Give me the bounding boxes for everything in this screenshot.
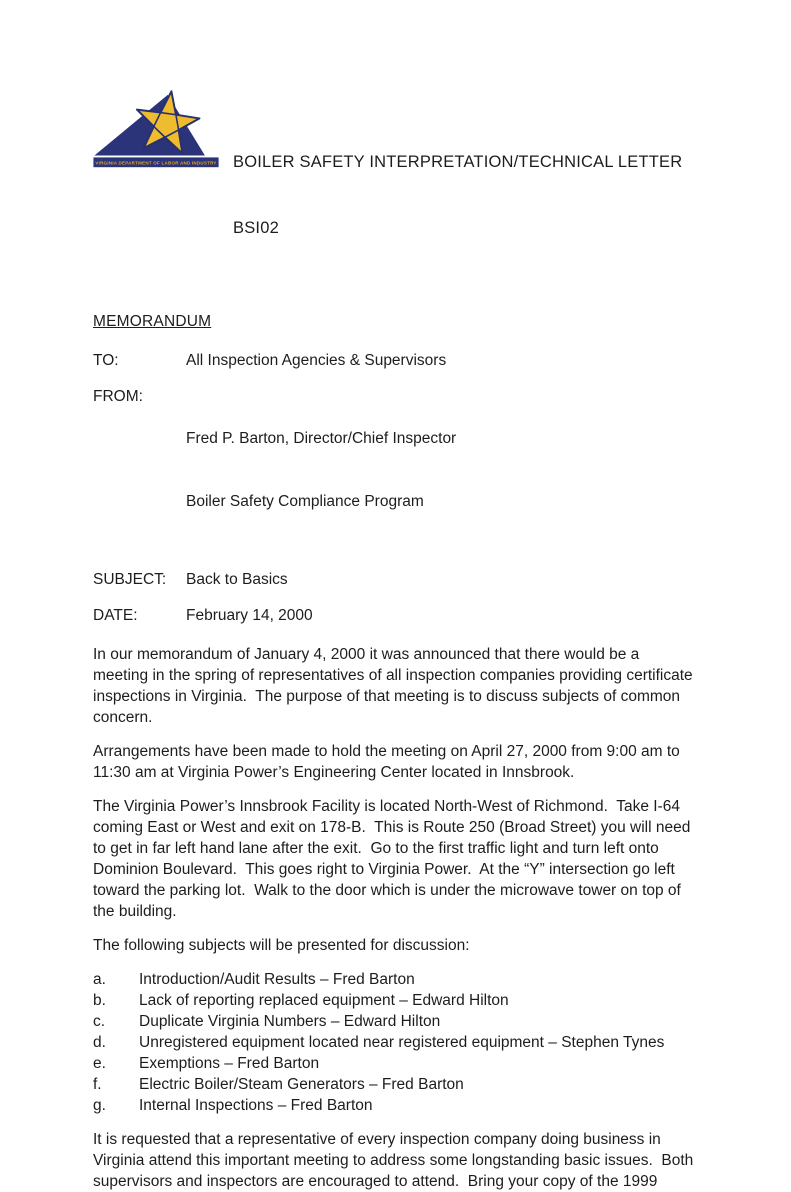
memo-field-subject [93, 569, 697, 590]
letterhead [93, 88, 697, 283]
list-item-text: Introduction/Audit Results – Fred Barton [139, 971, 415, 988]
list-item-text: Unregistered equipment located near registered equipment – Stephen Tynes [139, 1034, 665, 1051]
list-item-letter: c. [93, 1013, 106, 1030]
memorandum-heading: MEMORANDUM [93, 313, 212, 330]
list-intro: The following subjects will be presented for discussion: [93, 937, 470, 954]
list-item-letter: b. [93, 992, 106, 1009]
virginia-dept-of-labor-and-industry-logo [93, 88, 221, 176]
memo-header-fields [93, 350, 697, 626]
memo-field-value [186, 386, 697, 554]
memo-field-label: SUBJECT: [93, 571, 167, 588]
list-item [93, 1053, 697, 1074]
list-item [93, 1032, 697, 1053]
memo-from-line2: Boiler Safety Compliance Program [186, 493, 424, 510]
list-item-letter: a. [93, 971, 106, 988]
list-item-letter: f. [93, 1076, 102, 1093]
list-item [93, 969, 697, 990]
document-title-line1: BOILER SAFETY INTERPRETATION/TECHNICAL LETTER [233, 153, 683, 171]
list-item [93, 990, 697, 1011]
document-title [233, 88, 682, 283]
paragraph-arrangements: Arrangements have been made to hold the meeting on April 27, 2000 from 9:00 am to 11:30 am at Virginia Power’s Engineering Center located in Innsbrook. [93, 743, 685, 781]
list-item [93, 1095, 697, 1116]
discussion-subject-list [93, 969, 697, 1116]
memo-field-label: DATE: [93, 607, 138, 624]
list-item-text: Electric Boiler/Steam Generators – Fred Barton [139, 1076, 464, 1093]
letter-body [93, 644, 697, 1192]
memo-field-to [93, 350, 697, 371]
paragraph-announcement: In our memorandum of January 4, 2000 it was announced that there would be a meeting in the spring of representatives of all inspection companies providing certificate inspections in Virginia. The purpose of that meeting is to discuss subjects of common concern. [93, 646, 697, 726]
list-item-text: Internal Inspections – Fred Barton [139, 1097, 373, 1114]
paragraph-closing: It is requested that a representative of every inspection company doing business in Virginia attend this important meeting to address some longstanding basic issues. Both supervisors and inspectors are encouraged to attend. Bring your copy of the 1999 [93, 1131, 698, 1190]
list-item [93, 1074, 697, 1095]
list-item-text: Lack of reporting replaced equipment – Edward Hilton [139, 992, 509, 1009]
memo-from-line1: Fred P. Barton, Director/Chief Inspector [186, 430, 457, 447]
list-item [93, 1011, 697, 1032]
memo-field-from [93, 386, 697, 554]
memo-field-value: Back to Basics [186, 571, 288, 588]
list-item-letter: e. [93, 1055, 106, 1072]
memo-field-date [93, 605, 697, 626]
memo-field-value: February 14, 2000 [186, 607, 313, 624]
memo-field-value: All Inspection Agencies & Supervisors [186, 352, 447, 369]
memo-field-label: FROM: [93, 388, 143, 405]
list-item-text: Exemptions – Fred Barton [139, 1055, 320, 1072]
document-title-line2: BSI02 [233, 219, 279, 237]
paragraph-directions: The Virginia Power’s Innsbrook Facility is located North-West of Richmond. Take I-64 coming East or West and exit on 178-B. This is Route 250 (Broad Street) you will need to get in far left hand lane after the exit. Go to the first traffic light and turn left onto Dominion Boulevard. This goes right to Virginia Power. At the “Y” intersection go left toward the parking lot. Walk to the door which is under the microwave tower on top of the building. [93, 798, 695, 920]
logo-banner-text: VIRGINIA DEPARTMENT OF LABOR AND INDUSTRY [95, 160, 217, 166]
list-item-text: Duplicate Virginia Numbers – Edward Hilton [139, 1013, 441, 1030]
list-item-letter: g. [93, 1097, 106, 1114]
list-item-letter: d. [93, 1034, 106, 1051]
memo-field-label: TO: [93, 352, 119, 369]
